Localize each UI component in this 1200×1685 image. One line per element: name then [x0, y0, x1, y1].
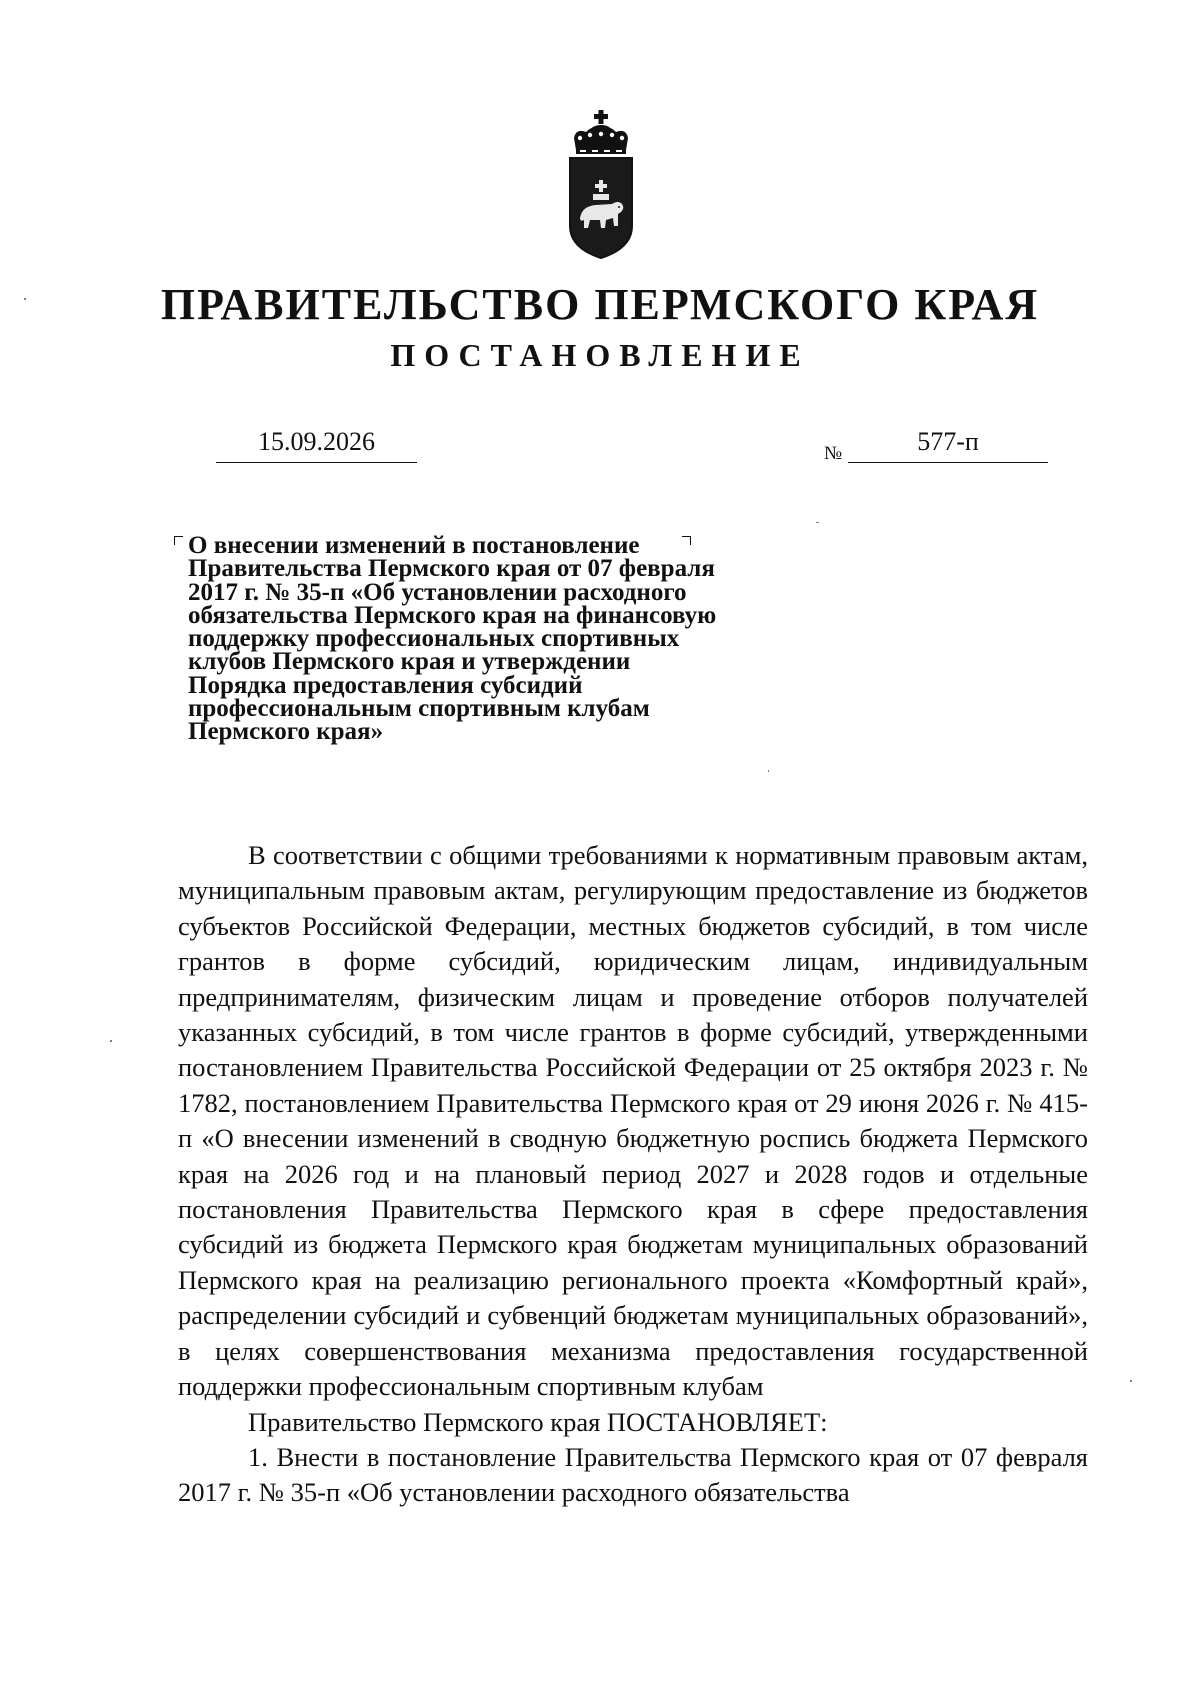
subject-bracket-left — [174, 536, 183, 545]
subject-line: профессиональным спортивным клубам — [188, 695, 650, 723]
subject-line: Порядка предоставления субсидий — [188, 671, 583, 699]
scan-speck — [768, 770, 769, 772]
scan-speck — [24, 298, 26, 300]
government-title: ПРАВИТЕЛЬСТВО ПЕРМСКОГО КРАЯ — [160, 280, 1040, 329]
coat-of-arms-icon — [566, 108, 636, 260]
subject-line: Пермского края» — [188, 718, 384, 746]
scan-speck — [1130, 1380, 1132, 1382]
preamble-paragraph: В соответствии с общими требованиями к нормативным правовым актам, муниципальным правовым актам, регулирующим предоставление из бюджетов субъектов Российской Федерации, местных бюджетов субсидий, в том числе грантов в форме субсидий, юридическим лицам, индивидуальным предпринимателям, физическим лицам и проведение отборов получателей указанных субсидий, в том числе грантов в форме субсидий, утвержденными постановлением Правительства Российской Федерации от 25 октября 2023 г. № 1782, постановлением Правительства Пермского края от 29 июня 2026 г. № 415-п «О внесении изменений в сводную бюджетную роспись бюджета Пермского края на 2026 год и на плановый период 2027 и 2028 годов и отдельные постановления Правительства Пермского края в сфере предоставления субсидий из бюджета Пермского края бюджетам муниципальных образований Пермского края на реализацию регионального проекта «Комфортный край», распределении субсидий и субвенций бюджетам муниципальных образований», в целях совершенствования механизма предоставления государственной поддержки профессиональным спортивным клубам — [178, 840, 1088, 1402]
item-1-paragraph: 1. Внести в постановление Правительства Пермского края от 07 февраля 2017 г. № 35-п «Об установлении расходного обязательства — [178, 1441, 1088, 1508]
document-body — [178, 838, 1088, 1511]
resolution-paragraph: Правительство Пермского края ПОСТАНОВЛЯЕТ: — [248, 1406, 828, 1437]
subject-line: клубов Пермского края и утверждении — [188, 648, 631, 676]
subject-line: 2017 г. № 35-п «Об установлении расходного — [188, 578, 687, 606]
scan-speck — [110, 1040, 112, 1042]
subject-line: обязательства Пермского края на финансовую — [188, 601, 717, 629]
document-type-title: ПОСТАНОВЛЕНИЕ — [390, 337, 810, 373]
document-date: 15.09.2026 — [216, 424, 417, 463]
scan-speck — [816, 522, 819, 523]
subject-line: О внесении изменений в постановление — [188, 532, 640, 559]
subject-line: Правительства Пермского края от 07 февраля — [188, 555, 715, 583]
number-sign: № — [824, 443, 843, 464]
subject-line: поддержку профессиональных спортивных — [188, 625, 680, 653]
document-number: 577-п — [848, 424, 1048, 463]
document-subject — [188, 534, 808, 744]
